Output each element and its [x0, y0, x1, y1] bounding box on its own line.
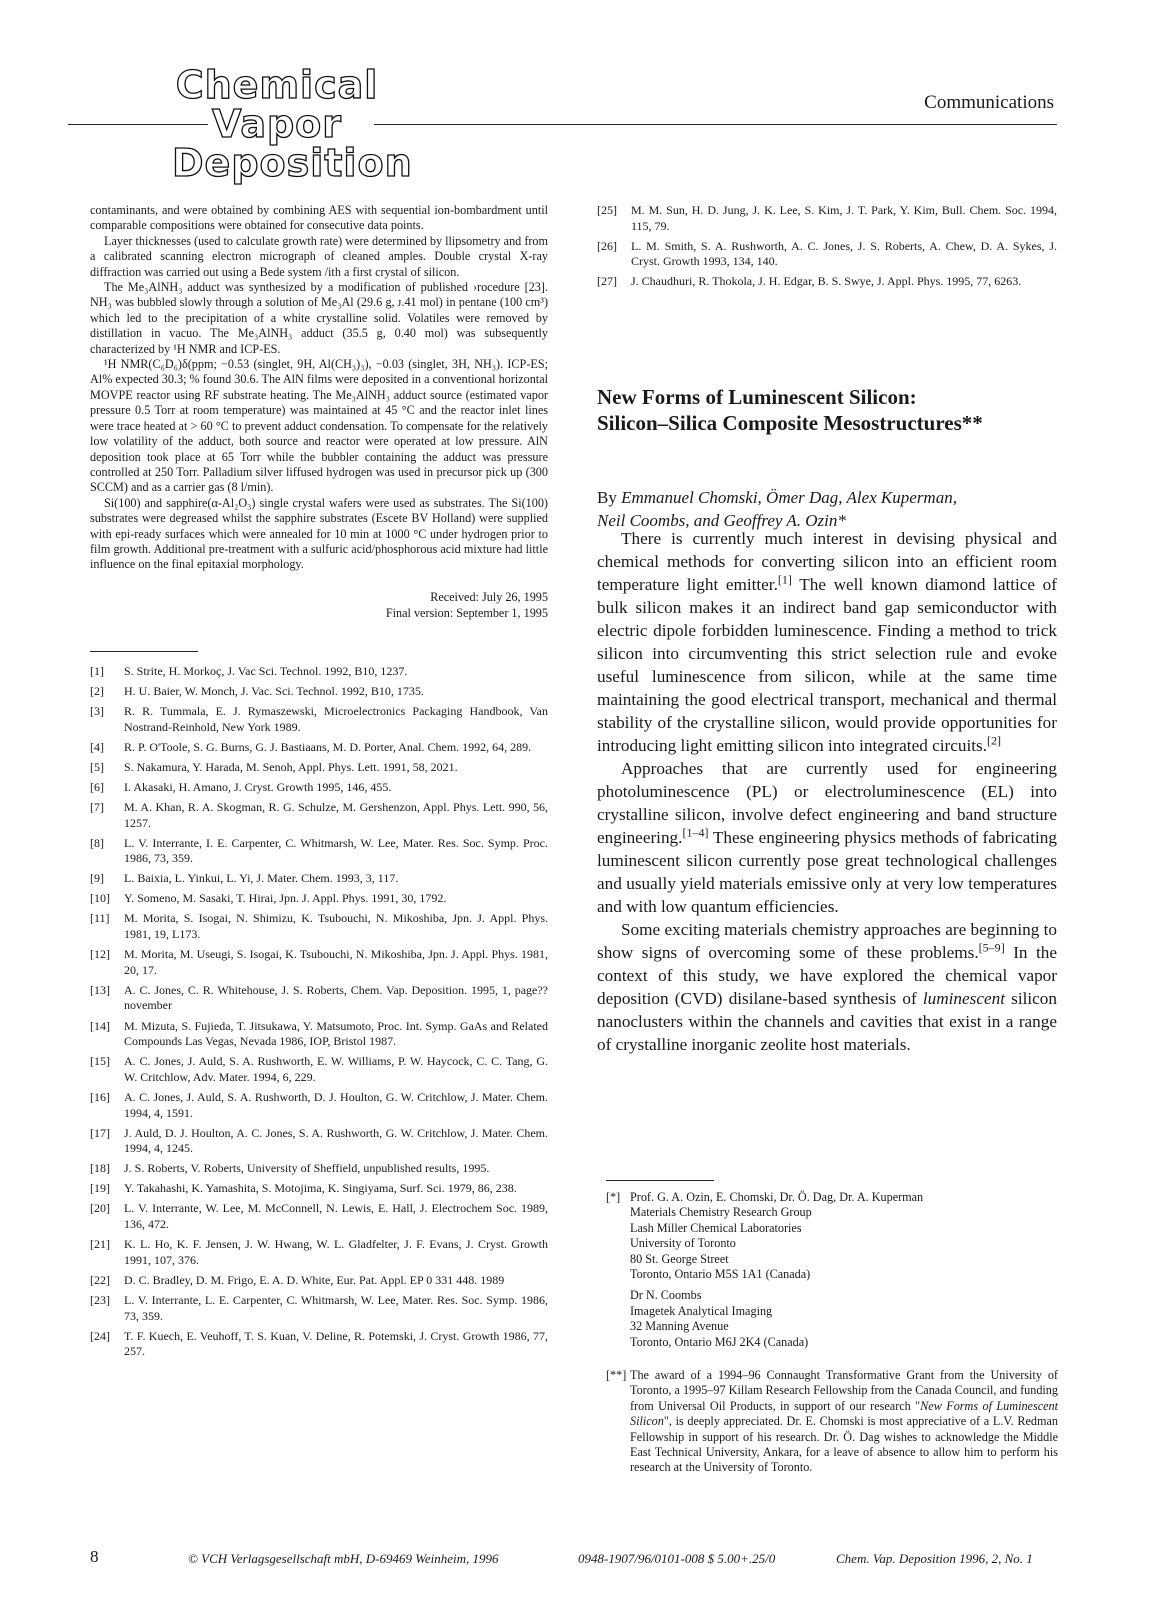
byline	[597, 486, 1067, 532]
reference-item	[90, 983, 548, 1014]
reference-number: [5]	[90, 759, 104, 774]
reference-text: A. C. Jones, J. Auld, S. A. Rushworth, E. W. Williams, P. W. Haycock, C. C. Tang, G. W. Critchlow, Adv. Mater. 1994, 6, 229.	[124, 1054, 548, 1084]
reference-text: L. V. Interrante, W. Lee, M. McConnell, N. Lewis, E. Hall, J. Electrochem Soc. 1989, 136, 472.	[124, 1201, 548, 1232]
reference-number: [23]	[90, 1292, 110, 1307]
paragraph: contaminants, and were obtained by combining AES with sequential ion-bombardment until comparable compositions were obtained for consecutive data points.	[90, 203, 548, 233]
logo-line-3: Deposition	[172, 141, 413, 185]
reference-text: T. F. Kuech, E. Veuhoff, T. S. Kuan, V. Deline, R. Potemski, J. Cryst. Growth 1986, 77, 257.	[124, 1328, 548, 1359]
reference-number: [14]	[90, 1018, 110, 1033]
reference-item	[90, 800, 548, 831]
reference-number: [22]	[90, 1272, 110, 1287]
reference-item	[597, 203, 1057, 234]
reference-number: [16]	[90, 1089, 110, 1104]
footnote-rule	[606, 1180, 714, 1181]
reference-number: [9]	[90, 871, 104, 886]
reference-item	[90, 1329, 548, 1360]
reference-text: K. L. Ho, K. F. Jensen, J. W. Hwang, W. L. Gladfelter, J. F. Evans, J. Cryst. Growth 1991, 107, 376.	[124, 1237, 548, 1267]
author-names-line-2: Neil Coombs, and Geoffrey A. Ozin*	[597, 511, 846, 530]
reference-item	[90, 780, 548, 796]
citation: [1–4]	[682, 825, 709, 840]
reference-number: [4]	[90, 739, 104, 754]
left-column	[90, 203, 548, 1364]
paragraph: Approaches that are currently used for engineering photoluminescence (PL) or electroluminescence (EL) into crystalline silicon, involve defect engineering and band structure engineering.[1–4] These engineering physics methods of fabricating luminescent silicon currently pose great technological challenges and usually yield materials emissive only at very low temperatures and with low quantum efficiencies.	[597, 759, 1057, 916]
reference-number: [25]	[597, 203, 617, 217]
reference-text: J. Chaudhuri, R. Thokola, J. H. Edgar, B. S. Swye, J. Appl. Phys. 1995, 77, 6263.	[631, 274, 1022, 289]
reference-text: D. C. Bradley, D. M. Frigo, E. A. D. White, Eur. Pat. Appl. EP 0 331 448. 1989	[124, 1272, 505, 1287]
reference-number: [3]	[90, 703, 104, 718]
article-body	[597, 527, 1057, 1056]
citation: [2]	[987, 733, 1002, 748]
reference-text: M. A. Khan, R. A. Skogman, R. G. Schulze, M. Gershenzon, Appl. Phys. Lett. 990, 56, 1257.	[124, 799, 548, 830]
title-line-1: New Forms of Luminescent Silicon:	[597, 385, 917, 409]
reference-number: [8]	[90, 835, 104, 850]
publisher-line: © VCH Verlagsgesellschaft mbH, D-69469 Weinheim, 1996	[188, 1551, 499, 1566]
reference-number: [27]	[597, 274, 617, 289]
footnote-mark: [*]	[606, 1190, 621, 1204]
paragraph: Si(100) and sapphire(α-Al₂O₃) single crystal wafers were used as substrates. The Si(100) substrates were degreased whilst the sapphire substrates (Escete BV Holland) were supplied with epi-ready surfaces which were annealed for 10 min at 1000 °C under hydrogen prior to film growth. Additional pre-treatment with a sulfuric acid/phosphorous acid mixture had little influence on the final epitaxial morphology.	[90, 495, 548, 572]
reference-item	[90, 1201, 548, 1232]
reference-number: [12]	[90, 947, 110, 962]
reference-text: Y. Takahashi, K. Yamashita, S. Motojima, K. Singiyama, Surf. Sci. 1979, 86, 238.	[124, 1181, 517, 1196]
reference-item	[90, 1054, 548, 1085]
reference-text: M. Mizuta, S. Fujieda, T. Jitsukawa, Y. Matsumoto, Proc. Int. Symp. GaAs and Related Compounds Las Vegas, Nevada 1986, IOP, Bristol 1987.	[124, 1018, 548, 1049]
reference-item	[90, 740, 548, 756]
paragraph: There is currently much interest in devising physical and chemical methods for converting silicon into an efficient room temperature light emitter.[1] The well known diamond lattice of bulk silicon makes it an indirect band gap semiconductor with electric dipole forbidden luminescence. Finding a method to trick silicon into circumventing this strict selection rule and evoke useful luminescence from silicon, while at the same time maintaining the good electrical transport, mechanical and thermal stability of the crystalline silicon, would provide opportunities for introducing light emitting silicon into integrated circuits.[2]	[597, 529, 1057, 755]
received-dates	[90, 589, 548, 621]
reference-number: [18]	[90, 1161, 110, 1176]
right-column-references	[597, 203, 1057, 294]
reference-number: [6]	[90, 779, 104, 794]
reference-text: L. Baixia, L. Yinkui, L. Yi, J. Mater. Chem. 1993, 3, 117.	[124, 871, 399, 886]
footnote-mark: [**]	[606, 1368, 627, 1382]
reference-item	[90, 947, 548, 978]
reference-number: [24]	[90, 1328, 110, 1343]
reference-text: L. V. Interrante, L. E. Carpenter, C. Whitmarsh, W. Lee, Mater. Res. Soc. Symp. 1986, 73, 359.	[124, 1292, 548, 1323]
reference-text: M. M. Sun, H. D. Jung, J. K. Lee, S. Kim, J. T. Park, Y. Kim, Bull. Chem. Soc. 1994, 115, 79.	[631, 203, 1057, 233]
reference-text: L. V. Interrante, I. E. Carpenter, C. Whitmarsh, W. Lee, Mater. Res. Soc. Symp. Proc. 1986, 73, 359.	[124, 835, 548, 866]
journal-citation: Chem. Vap. Deposition 1996, 2, No. 1	[836, 1551, 1033, 1566]
reference-text: A. C. Jones, J. Auld, S. A. Rushworth, D. J. Houlton, G. W. Critchlow, J. Mater. Chem. 1994, 4, 1591.	[124, 1089, 548, 1120]
acknowledgement-footnote: [**] The award of a 1994–96 Connaught Transformative Grant from the University of Toronto, a 1995–97 Killam Research Fellowship from the Canada Council, and funding from Universal Oil Products, in support of our research "New Forms of Luminescent Silicon", is deeply appreciated. Dr. E. Chomski is most appreciative of a L.V. Redman Fellowship in support of his research. Dr. Ö. Dag wishes to acknowledge the Middle East Technical University, Ankara, for a leave of absence to allow him to perform his research at the University of Toronto.	[606, 1368, 1058, 1475]
reference-item	[90, 1019, 548, 1050]
article-title	[597, 384, 1067, 436]
reference-text: J. S. Roberts, V. Roberts, University of Sheffield, unpublished results, 1995.	[124, 1161, 490, 1176]
affiliation-footnote: [*] Prof. G. A. Ozin, E. Chomski, Dr. Ö. Dag, Dr. A. Kuperman Materials Chemistry Research Group Lash Miller Chemical Laboratories University of Toronto 80 St. George Street Toronto, Ontario M5S 1A1 (Canada) Dr N. Coombs Imagetek Analytical Imaging 32 Manning Avenue Toronto, Ontario M6J 2K4 (Canada)	[606, 1190, 924, 1349]
reference-item	[90, 704, 548, 735]
reference-item	[90, 891, 548, 907]
reference-text: R. R. Tummala, E. J. Rymaszewski, Microelectronics Packaging Handbook, Van Nostrand-Reinhold, New York 1989.	[124, 703, 548, 734]
reference-text: S. Strite, H. Morkoç, J. Vac Sci. Technol. 1992, B10, 1237.	[124, 663, 408, 678]
reference-number: [26]	[597, 238, 617, 253]
title-line-2: Silicon–Silica Composite Mesostructures**	[597, 411, 983, 435]
reference-item	[90, 1273, 548, 1289]
reference-item	[90, 664, 548, 680]
reference-number: [19]	[90, 1181, 110, 1196]
reference-text: M. Morita, M. Useugi, S. Isogai, K. Tsubouchi, N. Mikoshiba, Jpn. J. Appl. Phys. 1981, 20, 17.	[124, 947, 548, 977]
references-rule	[90, 651, 198, 652]
reference-item	[90, 1181, 548, 1197]
logo-line-1: Chemical	[175, 63, 379, 107]
paragraph: Some exciting materials chemistry approaches are beginning to show signs of overcoming some of these problems.[5–9] In the context of this study, we have explored the chemical vapor deposition (CVD) disilane-based synthesis of luminescent silicon nanoclusters within the channels and cavities that exist in a range of crystalline inorganic zeolite host materials.	[597, 920, 1057, 1054]
reference-text: A. C. Jones, C. R. Whitehouse, J. S. Roberts, Chem. Vap. Deposition. 1995, 1, page?? november	[124, 982, 548, 1013]
reference-number: [15]	[90, 1054, 110, 1069]
logo-line-2: Vapor	[211, 102, 343, 146]
final-version-date: Final version: September 1, 1995	[385, 605, 548, 620]
reference-number: [21]	[90, 1237, 110, 1252]
reference-text: H. U. Baier, W. Monch, J. Vac. Sci. Technol. 1992, B10, 1735.	[124, 683, 424, 698]
reference-item	[90, 1237, 548, 1268]
reference-list	[90, 664, 548, 1360]
reference-item	[90, 1090, 548, 1121]
paragraph: The Me₃AlNH₃ adduct was synthesized by a modification of published ›rocedure [23]. NH₃ was bubbled slowly through a solution of Me₃Al (29.6 g, ᴊ.41 mol) in pentane (100 cm³) which led to the precipitation of a white crystalline solid. Volatiles were removed by distillation in vacuo. The Me₃AlNH₃ adduct (35.5 g, 0.40 mol) was subsequently characterized by ¹H NMR and ICP-ES.	[90, 280, 548, 356]
reference-text: J. Auld, D. J. Houlton, A. C. Jones, S. A. Rushworth, G. W. Critchlow, J. Mater. Chem. 1994, 4, 1245.	[124, 1125, 548, 1156]
reference-number: [20]	[90, 1201, 110, 1216]
received-date: Received: July 26, 1995	[430, 589, 548, 604]
reference-text: L. M. Smith, S. A. Rushworth, A. C. Jones, J. S. Roberts, A. Chew, D. A. Sykes, J. Cryst. Growth 1993, 134, 140.	[631, 238, 1057, 269]
page-number: 8	[90, 1547, 99, 1566]
header-rule-right	[374, 124, 1057, 125]
paragraph: ¹H NMR(C₆D₆)δ(ppm; −0.53 (singlet, 9H, Al(CH₃)₃), −0.03 (singlet, 3H, NH₃). ICP-ES; Al% expected 30.3; % found 30.6. The AlN films were deposited in a conventional horizontal MOVPE reactor using RF substrate heating. The Me₃AlNH₃ adduct source (estimated vapor pressure 0.5 Torr at room temperature) was maintained at 45 °C and the reactor inlet lines were trace heated at > 60 °C to prevent adduct condensation. To compensate for the relatively low volatility of the adduct, both source and reactor were operated at low pressure. AlN deposition took place at 65 Torr while the bubbler containing the adduct was pressure controlled at 250 Torr. Palladium silver liffused hydrogen was used in precursor pick up (300 SCCM) and as a carrier gas (8 l/min).	[90, 357, 548, 495]
reference-item	[90, 836, 548, 867]
byline-by: By	[597, 488, 617, 507]
reference-text: Y. Someno, M. Sasaki, T. Hirai, Jpn. J. Appl. Phys. 1991, 30, 1792.	[124, 891, 447, 906]
reference-item	[90, 871, 548, 887]
citation: [5–9]	[978, 940, 1005, 955]
section-label: Communications	[924, 92, 1054, 113]
reference-number: [17]	[90, 1125, 110, 1140]
reference-item	[90, 760, 548, 776]
paragraph: Layer thicknesses (used to calculate growth rate) were determined by llipsometry and from a calibrated scanning electron micrograph of cleaned amples. Double crystal X-ray diffraction was carried out using a Bede system /ith a first crystal of silicon.	[90, 233, 549, 279]
reference-number: [2]	[90, 683, 104, 698]
reference-number: [1]	[90, 663, 104, 678]
header-rule-left	[68, 124, 208, 125]
reference-item	[90, 1161, 548, 1177]
reference-item	[90, 911, 548, 942]
reference-item	[597, 239, 1057, 270]
reference-number: [10]	[90, 891, 110, 906]
reference-number: [11]	[90, 911, 110, 926]
author-names-line-1: Emmanuel Chomski, Ömer Dag, Alex Kuperman,	[621, 488, 957, 507]
reference-number: [7]	[90, 799, 104, 814]
citation: [1]	[777, 572, 792, 587]
reference-list	[597, 203, 1057, 290]
reference-text: S. Nakamura, Y. Harada, M. Senoh, Appl. Phys. Lett. 1991, 58, 2021.	[124, 759, 458, 774]
issn-code: 0948-1907/96/0101-008 $ 5.00+.25/0	[578, 1551, 776, 1566]
reference-text: R. P. O'Toole, S. G. Burns, G. J. Bastiaans, M. D. Porter, Anal. Chem. 1992, 64, 289.	[124, 739, 532, 754]
reference-item	[90, 684, 548, 700]
reference-item	[90, 1293, 548, 1324]
reference-text: M. Morita, S. Isogai, N. Shimizu, K. Tsubouchi, N. Mikoshiba, Jpn. J. Appl. Phys. 1981, 19, L173.	[124, 911, 548, 942]
reference-item	[597, 274, 1057, 290]
reference-text: I. Akasaki, H. Amano, J. Cryst. Growth 1995, 146, 455.	[124, 779, 392, 794]
reference-item	[90, 1126, 548, 1157]
reference-number: [13]	[90, 982, 110, 997]
